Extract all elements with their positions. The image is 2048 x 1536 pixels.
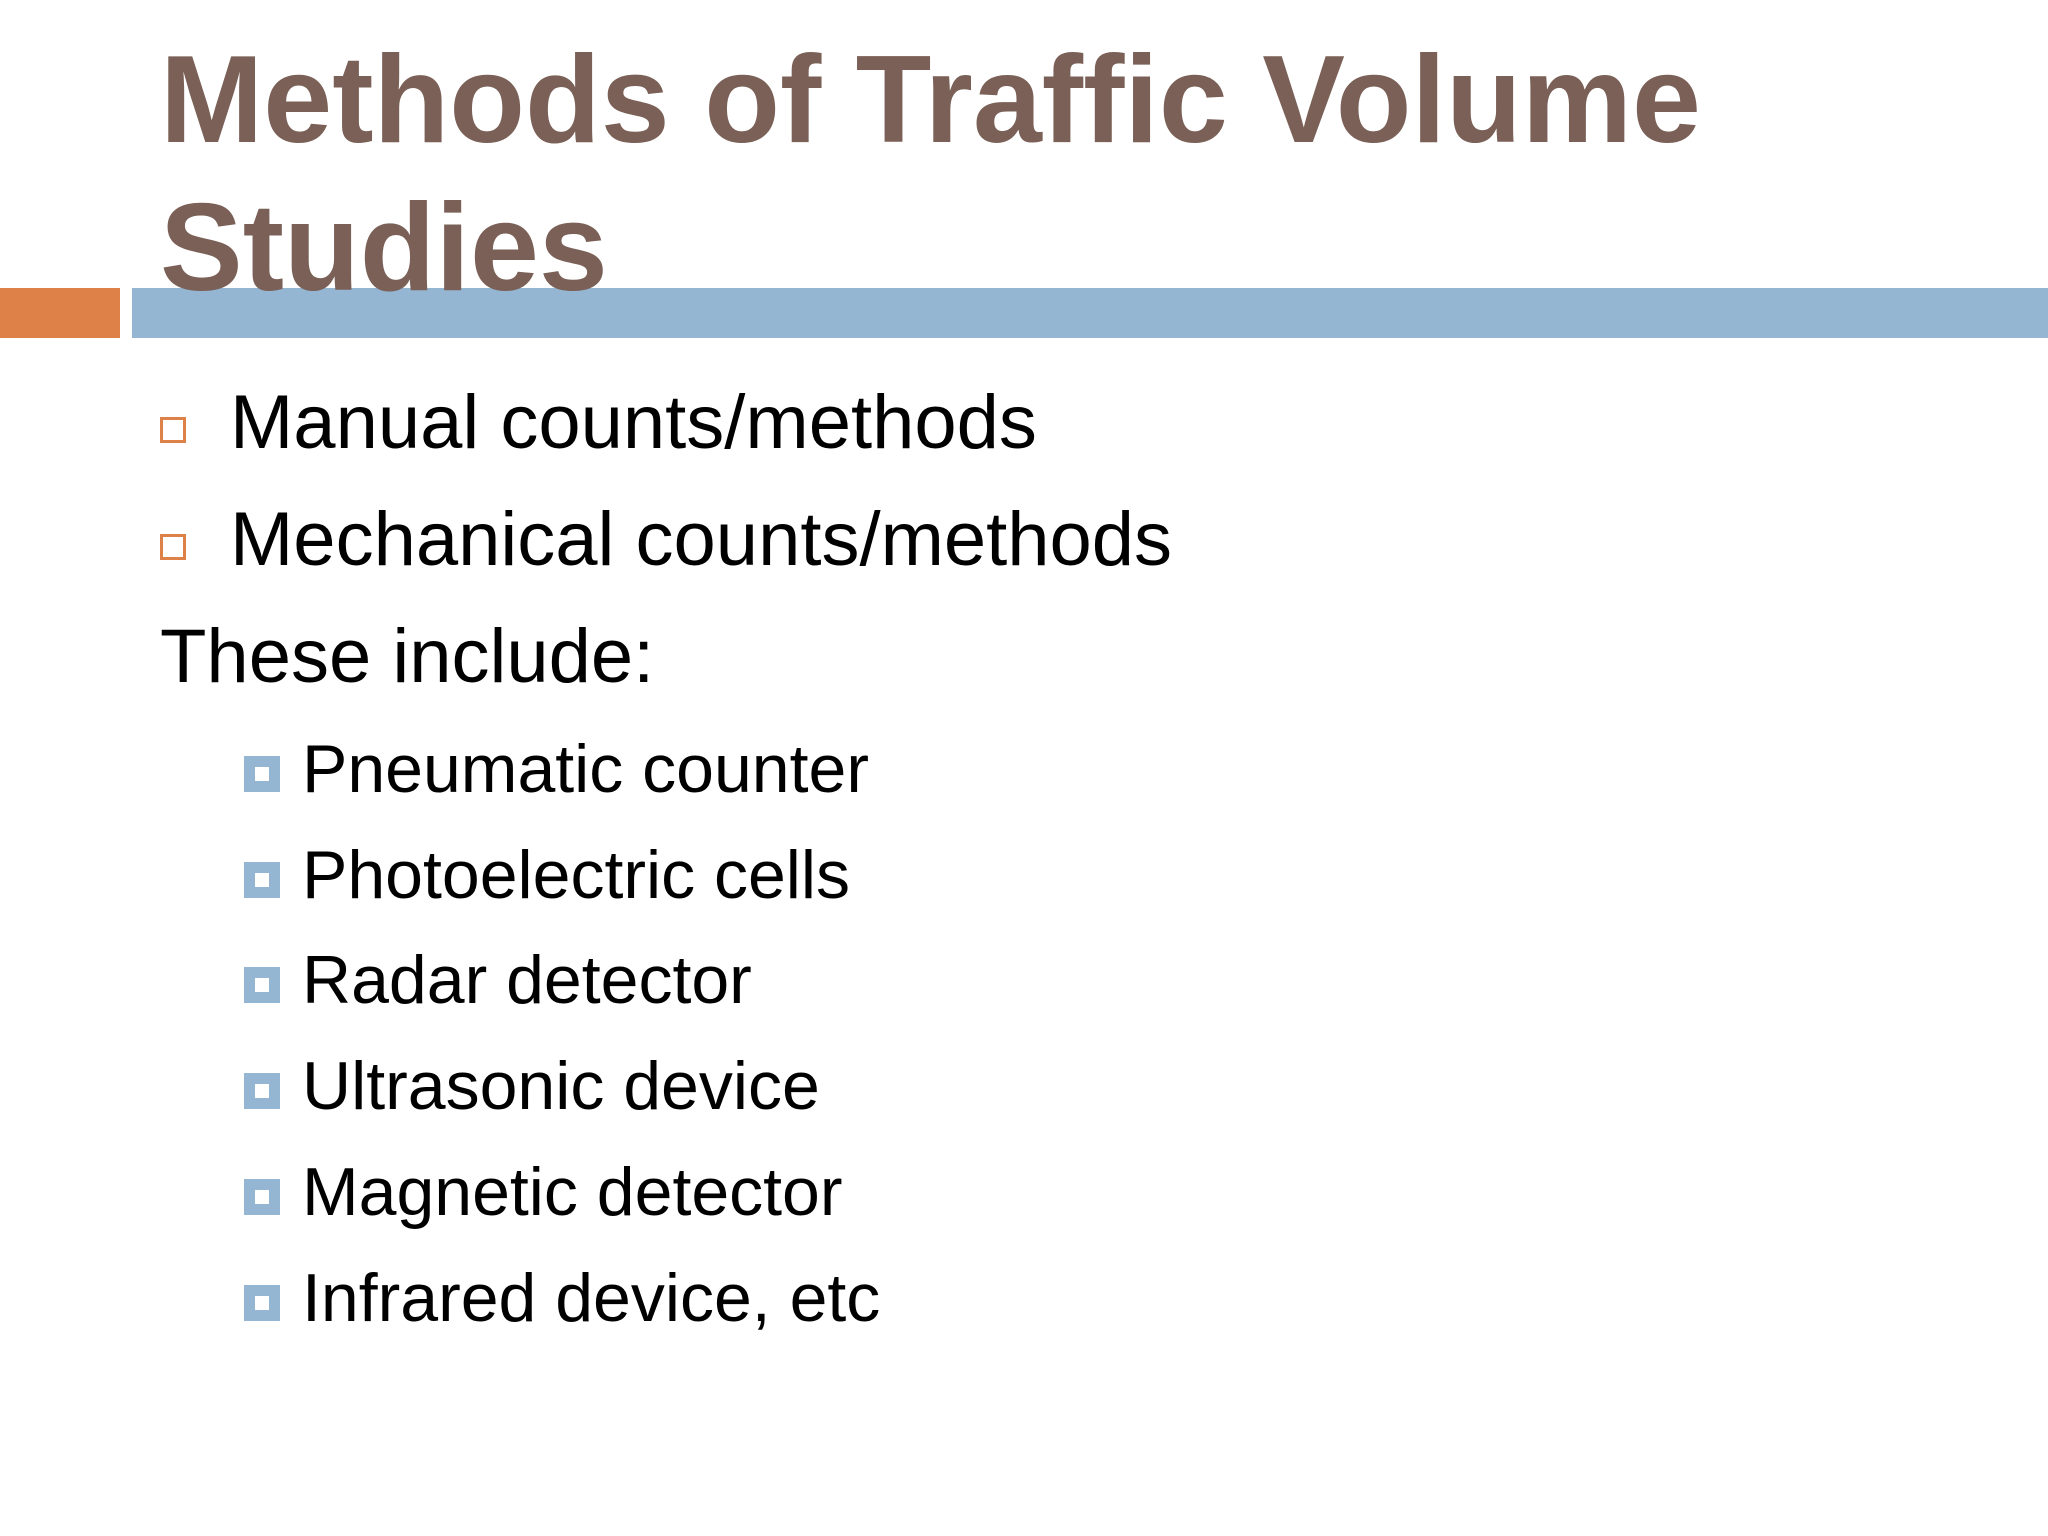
sub-bullet-item bbox=[244, 835, 850, 915]
sub-bullet-item bbox=[244, 1152, 843, 1232]
sub-bullet-text: Infrared device, etc bbox=[302, 1260, 881, 1336]
sub-bullet-item bbox=[244, 729, 869, 809]
sub-bullet-item bbox=[244, 1046, 820, 1126]
sub-bullet-text: Ultrasonic device bbox=[302, 1048, 820, 1124]
bullet-item bbox=[160, 495, 1172, 585]
sub-bullet-text: Magnetic detector bbox=[302, 1154, 843, 1230]
slide-title: Methods of Traffic Volume Studies bbox=[160, 31, 1701, 317]
intro-text: These include: bbox=[160, 614, 655, 699]
sub-bullet-text: Photoelectric cells bbox=[302, 837, 851, 913]
sub-bullet-text: Pneumatic counter bbox=[302, 731, 869, 807]
filled-square-bullet-icon bbox=[244, 756, 280, 792]
sub-bullet-text: Radar detector bbox=[302, 942, 752, 1018]
filled-square-bullet-icon bbox=[244, 1285, 280, 1321]
filled-square-bullet-icon bbox=[244, 967, 280, 1003]
filled-square-bullet-icon bbox=[244, 862, 280, 898]
filled-square-bullet-icon bbox=[244, 1179, 280, 1215]
filled-square-bullet-icon bbox=[244, 1073, 280, 1109]
square-bullet-icon bbox=[160, 534, 186, 560]
sub-bullet-item bbox=[244, 940, 752, 1020]
bullet-text: Mechanical counts/methods bbox=[230, 497, 1173, 582]
sub-bullet-item bbox=[244, 1258, 880, 1338]
square-bullet-icon bbox=[160, 417, 186, 443]
bullet-item bbox=[160, 378, 1037, 468]
bullet-text: Manual counts/methods bbox=[230, 380, 1037, 465]
